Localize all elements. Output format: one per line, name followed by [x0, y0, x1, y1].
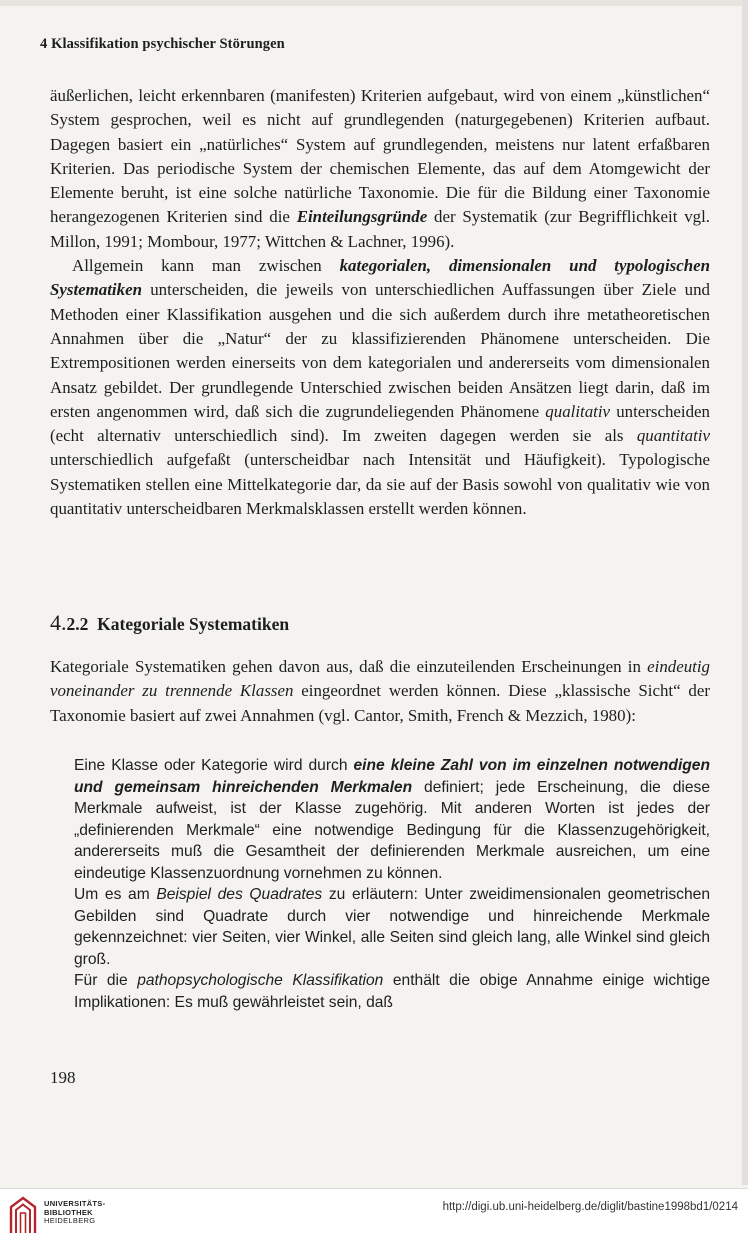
library-name	[44, 1200, 105, 1226]
text: enthält die obige Annahme einige wichtige Implikationen: Es muß gewährleistet sein, daß	[74, 972, 710, 1011]
section-title: Kategoriale Systematiken	[97, 614, 290, 634]
text: Um es am	[74, 886, 157, 903]
paragraph-3	[50, 655, 710, 728]
emphasis: eindeutig voneinander zu trennende Klassen	[50, 657, 710, 701]
emphasis: quantitativ	[636, 426, 710, 446]
text: unterschiedlich aufgefaßt (unterscheidbar nach Intensität und Häufigkeit). Typologische Systematiken stellen eine Mittelkategorie dar, da sie auf der Basis sowohl von qualitativ wie von quantitativ unterscheidbaren Merkmalsklassen erstellt werden können.	[50, 450, 710, 519]
library-name-line: UNIVERSITÄTS-	[44, 1199, 106, 1208]
library-logo-icon	[8, 1195, 38, 1235]
body-text-lower	[50, 655, 710, 728]
emphasis: kategorialen, dimensionalen und typologischen Systematiken	[50, 256, 710, 300]
emphasis: pathopsychologische Klassifikation	[137, 972, 384, 989]
text: zu erläutern: Unter zweidimensionalen geometrischen Gebilden sind Quadrate durch vier notwendige und hinreichende Merkmale gekennzeichnet: vier Seiten, vier Winkel, alle Seiten sind gleich lang, alle Winkel sind gleich groß.	[74, 886, 710, 968]
quote-paragraph-2	[74, 884, 710, 970]
page-edge-right	[742, 0, 748, 1185]
library-name-line: BIBLIOTHEK	[44, 1207, 93, 1217]
source-url-link[interactable]: http://digi.ub.uni-heidelberg.de/diglit/bastine1998bd1/0214	[442, 1201, 738, 1213]
emphasis: eine kleine Zahl von im einzelnen notwendigen und gemeinsam hinreichenden Merkmalen	[74, 757, 711, 796]
text: der Systematik (zur Begrifflichkeit vgl. Millon, 1991; Mombour, 1977; Wittchen & Lachner, 1996).	[50, 207, 710, 251]
text: äußerlichen, leicht erkennbaren (manifesten) Kriterien aufgebaut, wird von einem „künstlichen“ System gesprochen, weil es nicht auf grundlegenden (naturgegebenen) Kriterien aufbaut. Dagegen basiert ein „natürliches“ System auf grundlegenden, meistens nur latent erfaßbaren Kriterien. Das periodische System der chemischen Elemente, das auf dem Atomgewicht der Elemente beruht, ist eine solche natürliche Taxonomie. Die für die Bildung einer Taxonomie herangezogenen Kriterien sind die	[50, 86, 710, 227]
body-text-upper	[50, 84, 710, 521]
text: eingeordnet werden können. Diese „klassische Sicht“ der Taxonomie basiert auf zwei Annahmen (vgl. Cantor, Smith, French & Mezzich, 1980):	[50, 681, 710, 725]
page-edge-top	[0, 0, 748, 6]
text: Allgemein kann man zwischen	[72, 256, 340, 276]
section-heading	[50, 610, 289, 636]
text: Kategoriale Systematiken gehen davon aus, daß die einzuteilenden Erscheinungen in	[50, 657, 648, 676]
section-number-major: 4.	[50, 610, 67, 635]
library-name-line: HEIDELBERG	[44, 1216, 96, 1226]
emphasis: qualitativ	[545, 401, 611, 421]
block-quote	[74, 755, 710, 1013]
section-number-minor: 2.2	[66, 614, 89, 634]
text: Eine Klasse oder Kategorie wird durch	[74, 757, 354, 774]
paragraph-2	[50, 254, 710, 521]
emphasis: Beispiel des Quadrates	[156, 886, 323, 903]
text: unterscheiden, die jeweils von unterschiedlichen Auffassungen über Ziele und Methoden einer Klassifikation ausgehen und die sich außerdem durch ihre metatheoretischen Annahmen über die „Natur“ der zu klassifizierenden Phänomene unterscheiden. Die Extrempositionen werden einerseits von dem kategorialen und andererseits vom dimensionalen Ansatz gebildet. Der grundlegende Unterschied zwischen beiden Ansätzen liegt darin, daß im ersten angenommen wird, daß sich die zugrundeliegenden Phänomene	[50, 280, 710, 421]
page-number: 198	[50, 1068, 76, 1087]
text: Für die	[74, 972, 138, 989]
footer-bar	[0, 1188, 748, 1241]
paragraph-1	[50, 84, 710, 254]
quote-paragraph-1	[74, 755, 710, 884]
text: definiert; jede Erscheinung, die diese Merkmale aufweist, ist der Klasse zugehörig. Mit anderen Worten ist jedes der „definierenden Merkmale“ eine notwendige Bedingung für die Klassenzugehörigkeit, andererseits muß die Gesamtheit der definierenden Merkmale ausreichen, um eine eindeutige Klassenzuordnung vornehmen zu können.	[74, 778, 710, 882]
text: unterscheiden (echt alternativ unterschiedlich sind). Im zweiten dagegen werden sie als	[50, 401, 710, 446]
running-head: 4 Klassifikation psychischer Störungen	[40, 36, 285, 52]
quote-paragraph-3	[74, 970, 710, 1013]
emphasis: Einteilungsgründe	[296, 207, 428, 227]
